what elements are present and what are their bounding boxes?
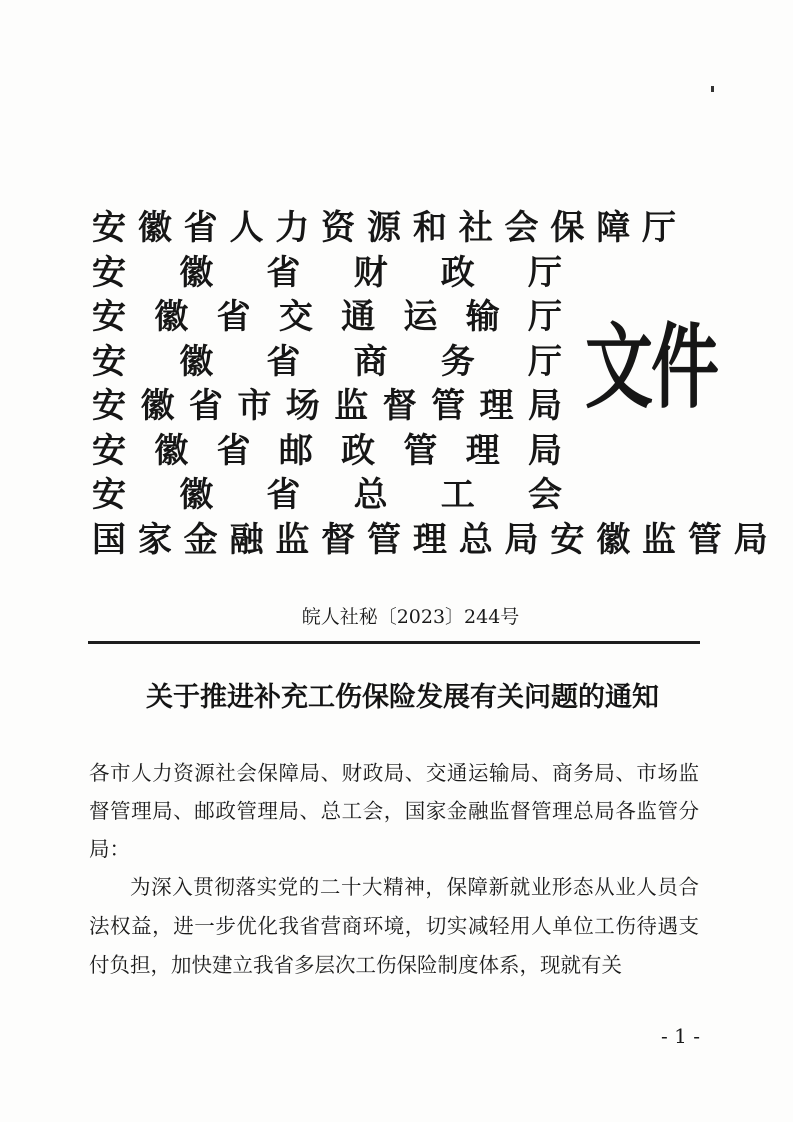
agency-name: 安 徽 省 市 场 监 督 管 理 局 <box>92 386 562 426</box>
agency-name: 安 徽 省 交 通 运 输 厅 <box>92 297 562 337</box>
agency-name: 国 家 金 融 监 督 管 理 总 局 安 徽 监 管 局 <box>92 519 768 560</box>
addressee: 各市人力资源社会保障局、财政局、交通运输局、商务局、市场监督管理局、邮政管理局、总工会，国家金融监督管理总局各监管分局： <box>89 761 699 861</box>
agency-name: 安 徽 省 商 务 厅 <box>92 341 562 382</box>
agency-name: 安 徽 省 邮 政 管 理 局 <box>92 430 562 471</box>
header-divider <box>88 641 700 644</box>
agency-name: 安 徽 省 财 政 厅 <box>92 252 562 293</box>
document-title: 关于推进补充工伤保险发展有关问题的通知 <box>146 682 659 713</box>
agency-name: 安 徽 省 总 工 会 <box>92 475 562 515</box>
document-number: 皖人社秘〔2023〕244号 <box>301 606 520 628</box>
scan-mark <box>711 86 714 92</box>
body-paragraph: 为深入贯彻落实党的二十大精神，保障新就业形态从业人员合法权益，进一步优化我省营商环境，切实减轻用人单位工伤待遇支付负担，加快建立我省多层次工伤保险制度体系，现就有关 <box>89 875 699 977</box>
page-number: - 1 - <box>661 1024 700 1048</box>
document-type-label: 文件 <box>585 314 718 422</box>
agency-name: 安 徽 省 人 力 资 源 和 社 会 保 障 厅 <box>92 208 677 248</box>
